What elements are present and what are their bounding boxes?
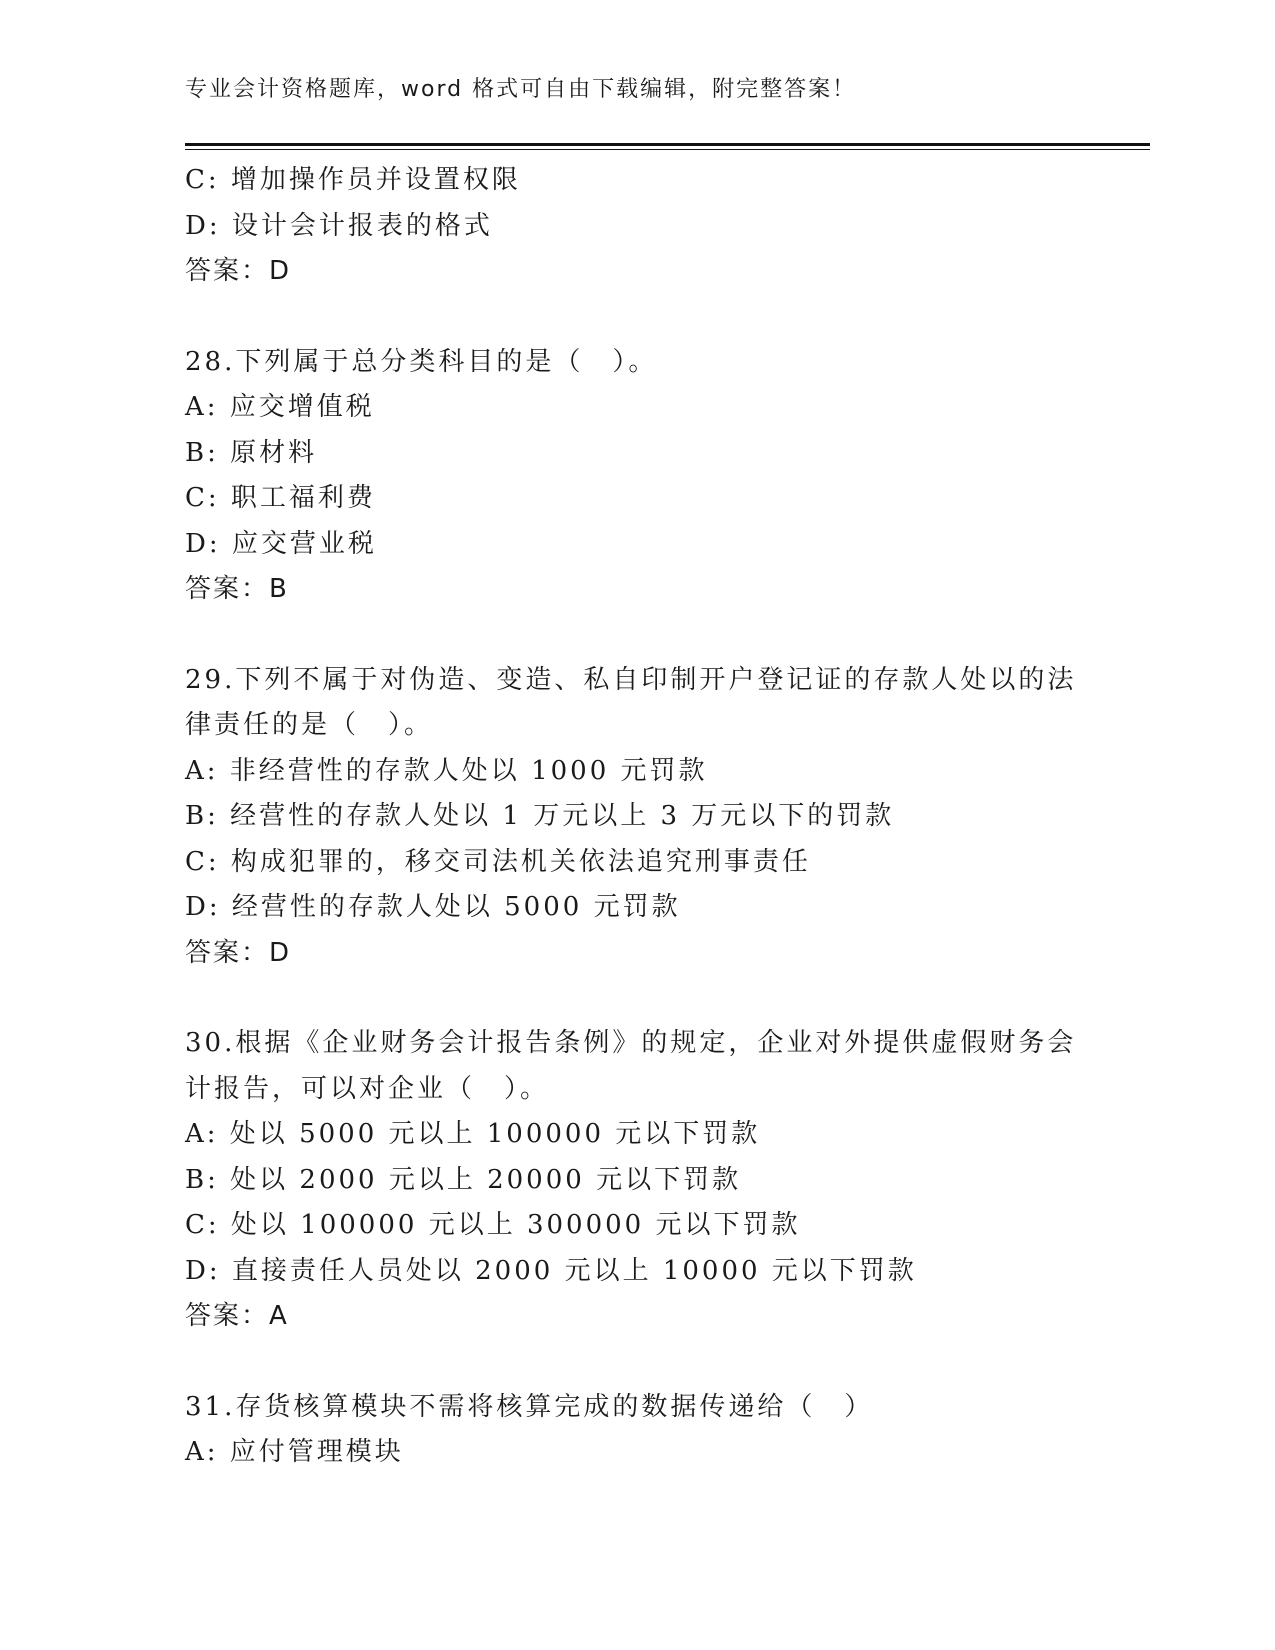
q28-option-a: A: 应交增值税 [185,392,375,422]
q30-option-b: B: 处以 2000 元以上 20000 元以下罚款 [185,1164,742,1195]
q28-option-c: C: 职工福利费 [185,483,376,513]
q29-answer: 答案：D [185,937,292,968]
header-rule-thick [185,143,1150,146]
question-27-tail [185,158,1085,295]
question-31 [185,1385,1085,1476]
q30-stem-line1: 30.根据《企业财务会计报告条例》的规定，企业对外提供虚假财务会 [185,1028,1077,1058]
q31-option-a: A: 应付管理模块 [185,1437,404,1467]
q28-option-d: D: 应交营业税 [185,528,377,559]
q31-stem: 31.存货核算模块不需将核算完成的数据传递给（ ） [185,1391,874,1422]
q30-option-a: A: 处以 5000 元以上 100000 元以下罚款 [185,1119,761,1149]
q27-option-c: C: 增加操作员并设置权限 [185,165,521,195]
q29-option-d: D: 经营性的存款人处以 5000 元罚款 [185,892,681,922]
question-29 [185,658,1085,977]
q28-answer: 答案：B [185,574,289,604]
q27-option-d: D: 设计会计报表的格式 [185,210,493,241]
q30-option-c: C: 处以 100000 元以上 300000 元以下罚款 [185,1210,801,1240]
q29-option-b: B: 经营性的存款人处以 1 万元以上 3 万元以下的罚款 [185,801,895,831]
q29-option-c: C: 构成犯罪的，移交司法机关依法追究刑事责任 [185,846,811,877]
question-list [185,158,1085,1476]
q27-answer: 答案：D [185,256,292,286]
q30-stem-line2: 计报告，可以对企业（ ）。 [185,1073,550,1104]
q30-answer: 答案：A [185,1301,289,1331]
q29-stem-line1: 29.下列不属于对伪造、变造、私自印制开户登记证的存款人处以的法 [185,664,1077,695]
question-28 [185,340,1085,613]
q29-option-a: A: 非经营性的存款人处以 1000 元罚款 [185,755,708,786]
page-header: 专业会计资格题库，word 格式可自由下载编辑，附完整答案！ [185,77,857,102]
question-30 [185,1021,1085,1340]
header-rule-thin [185,149,1150,150]
q28-stem: 28.下列属于总分类科目的是（ ）。 [185,346,658,377]
q29-stem-line2: 律责任的是（ ）。 [185,710,434,740]
q30-option-d: D: 直接责任人员处以 2000 元以上 10000 元以下罚款 [185,1255,917,1286]
q28-option-b: B: 原材料 [185,437,318,468]
